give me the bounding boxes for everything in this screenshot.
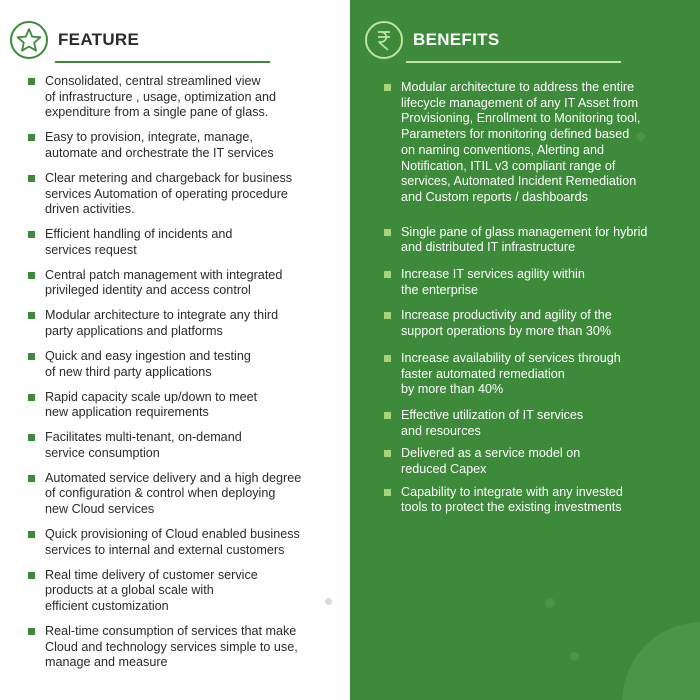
- feature-item: [28, 308, 346, 339]
- feature-item: [28, 349, 346, 380]
- bullet-icon: [28, 312, 35, 319]
- feature-item: [28, 171, 346, 218]
- feature-item-text: Clear metering and chargeback for business services Automation of operating procedure driven activities.: [45, 170, 293, 217]
- benefits-item-text: Modular architecture to address the entire lifecycle management of any IT Asset from Provisioning, Enrollment to Monitoring tool, Parameters for monitoring defined based on naming conventions, Alerting and Notification, ITIL v3 compliant range of services, Automated Incident Remediation and Custom reports / dashboards: [401, 80, 641, 204]
- feature-item: [28, 268, 346, 299]
- benefits-item-text: Increase availability of services through faster automated remediation by more than 40%: [401, 350, 621, 397]
- feature-item: [28, 74, 346, 121]
- benefits-item: [384, 446, 696, 477]
- benefits-item-text: Delivered as a service model on reduced Capex: [401, 446, 581, 477]
- star-icon: [10, 21, 48, 59]
- bullet-icon: [28, 394, 35, 401]
- bullet-icon: [384, 271, 391, 278]
- bullet-icon: [28, 628, 35, 635]
- benefits-item: [384, 408, 696, 439]
- bullet-icon: [28, 272, 35, 279]
- bullet-icon: [28, 78, 35, 85]
- feature-item: [28, 130, 346, 161]
- benefits-item: [384, 485, 696, 516]
- rupee-icon: [365, 21, 403, 59]
- bullet-icon: [384, 355, 391, 362]
- bullet-icon: [384, 489, 391, 496]
- feature-item: [28, 430, 346, 461]
- bullet-icon: [28, 134, 35, 141]
- feature-item-text: Real time delivery of customer service products at a global scale with efficient customization: [45, 567, 258, 614]
- benefits-header: [365, 20, 499, 60]
- bullet-icon: [384, 450, 391, 457]
- feature-item: [28, 568, 346, 615]
- feature-item-text: Easy to provision, integrate, manage, automate and orchestrate the IT services: [45, 130, 274, 160]
- bullet-icon: [28, 531, 35, 538]
- feature-item: [28, 624, 346, 671]
- feature-item-text: Modular architecture to integrate any third party applications and platforms: [45, 308, 279, 339]
- bullet-icon: [384, 412, 391, 419]
- bullet-icon: [28, 353, 35, 360]
- feature-item-text: Efficient handling of incidents and services request: [45, 227, 233, 257]
- feature-item: [28, 527, 346, 558]
- benefits-item: [384, 267, 696, 298]
- benefits-item: [384, 351, 696, 398]
- feature-item: [28, 390, 346, 421]
- feature-item-text: Quick provisioning of Cloud enabled business services to internal and external customers: [45, 527, 300, 557]
- feature-item-text: Facilitates multi-tenant, on-demand service consumption: [45, 430, 242, 460]
- bullet-icon: [384, 84, 391, 91]
- feature-item-text: Automated service delivery and a high degree of configuration & control when deploying new Cloud services: [45, 470, 302, 517]
- bullet-icon: [28, 434, 35, 441]
- feature-item-text: Central patch management with integrated privileged identity and access control: [45, 267, 283, 298]
- benefits-title: BENEFITS: [413, 30, 500, 49]
- feature-list: [28, 74, 346, 680]
- bullet-icon: [28, 175, 35, 182]
- feature-item: [28, 471, 346, 518]
- feature-title: FEATURE: [58, 30, 140, 49]
- feature-item-text: Quick and easy ingestion and testing of new third party applications: [45, 348, 251, 379]
- bullet-icon: [28, 475, 35, 482]
- benefits-item-text: Increase productivity and agility of the support operations by more than 30%: [401, 308, 612, 339]
- bullet-icon: [384, 312, 391, 319]
- feature-header: [10, 20, 139, 60]
- benefits-item: [384, 225, 696, 256]
- benefits-item-text: Single pane of glass management for hybrid and distributed IT infrastructure: [401, 224, 648, 255]
- decorative-circle: [622, 622, 700, 700]
- benefits-list: [384, 80, 696, 516]
- feature-underline: [55, 61, 270, 63]
- feature-item: [28, 227, 346, 258]
- bullet-icon: [384, 229, 391, 236]
- bullet-icon: [28, 231, 35, 238]
- feature-item-text: Rapid capacity scale up/down to meet new application requirements: [45, 389, 258, 420]
- decorative-dot: [325, 598, 332, 605]
- decorative-dot: [570, 652, 579, 661]
- benefits-underline: [406, 61, 621, 63]
- benefits-panel: [350, 0, 700, 700]
- bullet-icon: [28, 572, 35, 579]
- benefits-item: [384, 308, 696, 339]
- benefits-item-text: Capability to integrate with any invested tools to protect the existing investments: [401, 484, 623, 515]
- feature-item-text: Consolidated, central streamlined view of infrastructure , usage, optimization and expenditure from a single pane of glass.: [45, 74, 277, 120]
- feature-item-text: Real-time consumption of services that make Cloud and technology services simple to use, manage and measure: [45, 623, 298, 670]
- decorative-dot: [545, 598, 555, 608]
- benefits-item: [384, 80, 696, 206]
- benefits-item-text: Increase IT services agility within the enterprise: [401, 267, 585, 297]
- benefits-item-text: Effective utilization of IT services and resources: [401, 407, 584, 438]
